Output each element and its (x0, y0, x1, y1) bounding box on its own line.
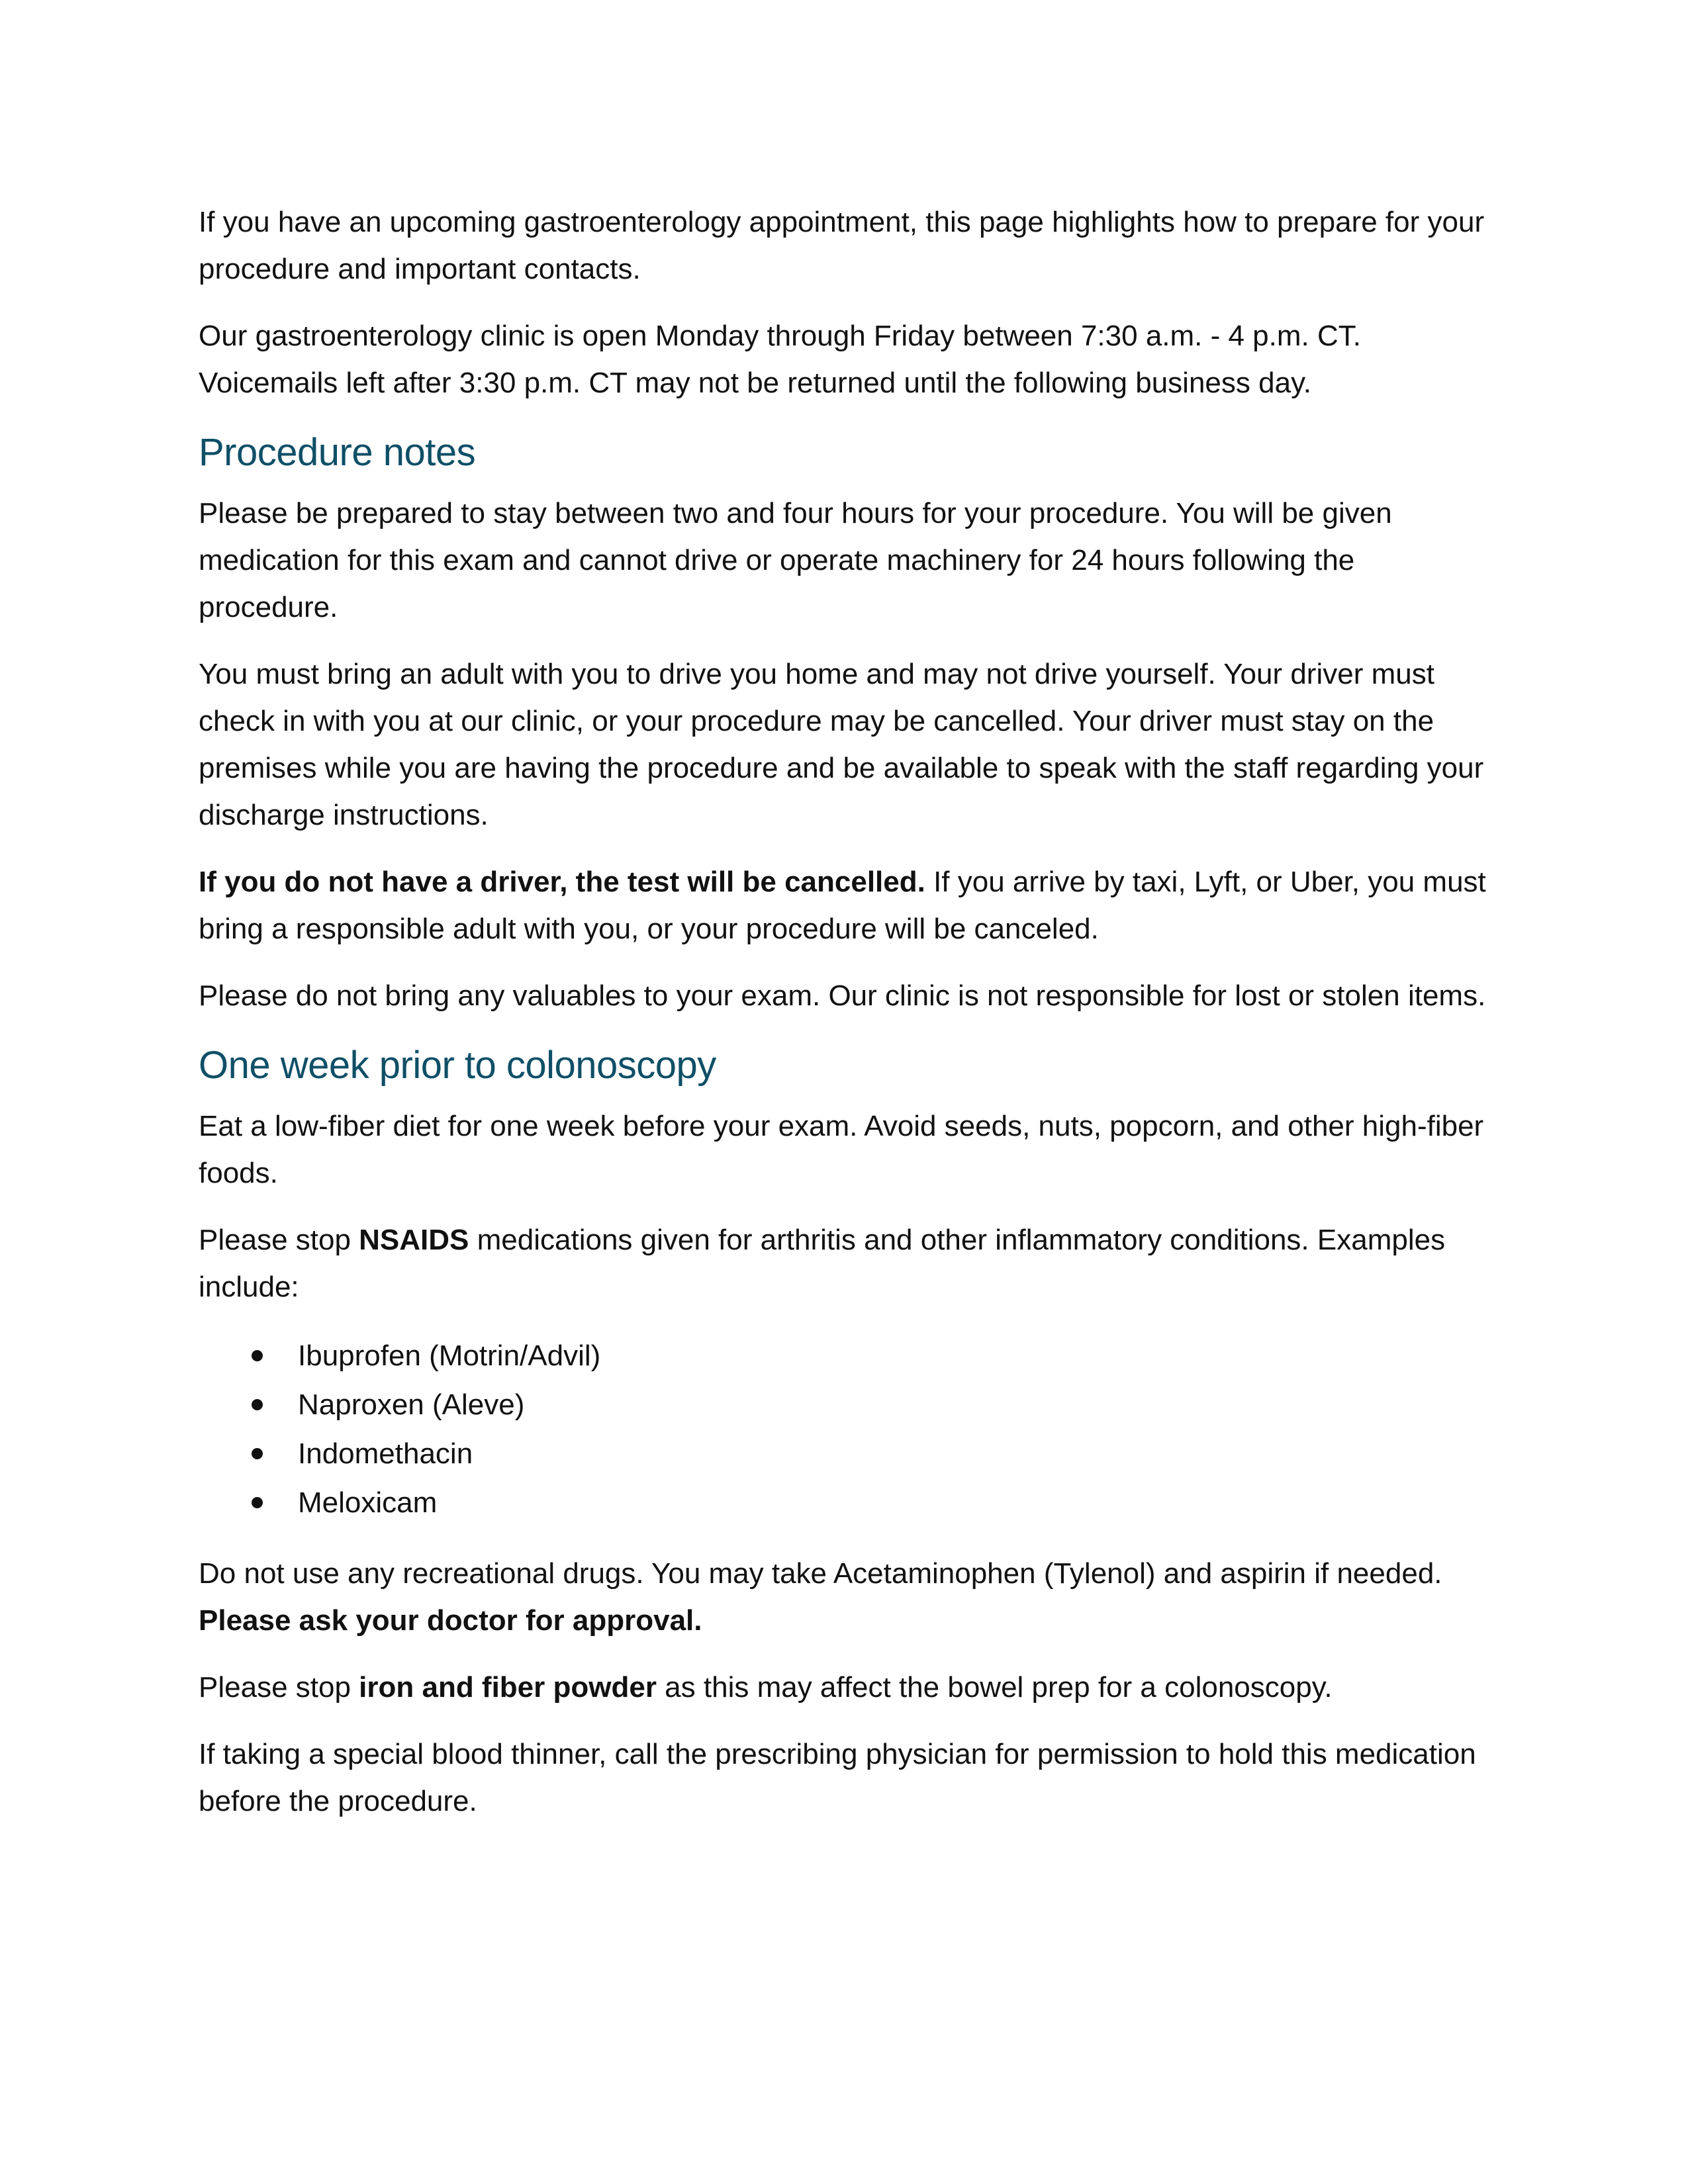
iron-fiber-bold: iron and fiber powder (359, 1671, 657, 1704)
one-week-prior-heading: One week prior to colonoscopy (199, 1044, 716, 1087)
recreational-drugs-paragraph (199, 1550, 1496, 1644)
blood-thinner-paragraph: If taking a special blood thinner, call the prescribing physician for permission to hold this medication before the procedure. (199, 1738, 1476, 1817)
bullet-icon (252, 1497, 263, 1508)
document-page (199, 199, 1496, 1844)
medication-name: Indomethacin (298, 1437, 473, 1470)
list-item (252, 1332, 1496, 1381)
iron-pre-text: Please stop (199, 1671, 359, 1704)
medication-name: Naproxen (Aleve) (298, 1388, 525, 1421)
clinic-hours-paragraph: Our gastroenterology clinic is open Monday through Friday between 7:30 a.m. - 4 p.m. CT. Voicemails left after 3:30 p.m. CT may not be returned until the following business day. (199, 320, 1361, 399)
driver-requirement-paragraph: You must bring an adult with you to drive you home and may not drive yourself. Your driver must check in with you at our clinic, or your procedure may be cancelled. Your driver must stay on the premises while you are having the procedure and be available to speak with the staff regarding your discharge instructions. (199, 658, 1484, 831)
doctor-approval-bold: Please ask your doctor for approval. (199, 1604, 702, 1637)
no-driver-paragraph (199, 858, 1496, 952)
medication-name: Ibuprofen (Motrin/Advil) (298, 1340, 601, 1372)
valuables-paragraph: Please do not bring any valuables to your exam. Our clinic is not responsible for lost or stolen items. (199, 979, 1486, 1012)
low-fiber-paragraph: Eat a low-fiber diet for one week before your exam. Avoid seeds, nuts, popcorn, and other high-fiber foods. (199, 1110, 1484, 1189)
bullet-icon (252, 1399, 263, 1410)
iron-post-text: as this may affect the bowel prep for a colonoscopy. (656, 1671, 1333, 1704)
list-item (252, 1381, 1496, 1430)
stay-duration-paragraph: Please be prepared to stay between two and four hours for your procedure. You will be given medication for this exam and cannot drive or operate machinery for 24 hours following the procedure. (199, 497, 1392, 623)
nsaid-examples-list (199, 1332, 1496, 1527)
rideshare-text: If you arrive by taxi, Lyft, or Uber, you must bring a responsible adult with you, or your procedure will be canceled. (199, 866, 1486, 945)
procedure-notes-heading: Procedure notes (199, 431, 476, 474)
list-item (252, 1430, 1496, 1479)
nsaids-post-text: medications given for arthritis and other inflammatory conditions. Examples include: (199, 1224, 1446, 1303)
medication-name: Meloxicam (298, 1486, 438, 1519)
nsaids-bold: NSAIDS (359, 1224, 469, 1256)
bullet-icon (252, 1448, 263, 1459)
drugs-text: Do not use any recreational drugs. You may take Acetaminophen (Tylenol) and aspirin if needed. (199, 1557, 1442, 1590)
nsaids-pre-text: Please stop (199, 1224, 359, 1256)
nsaids-paragraph (199, 1216, 1496, 1310)
bullet-icon (252, 1350, 263, 1361)
iron-fiber-paragraph (199, 1664, 1496, 1711)
intro-paragraph: If you have an upcoming gastroenterology appointment, this page highlights how to prepare for your procedure and important contacts. (199, 206, 1485, 285)
no-driver-warning: If you do not have a driver, the test will be cancelled. (199, 866, 925, 898)
list-item (252, 1479, 1496, 1527)
